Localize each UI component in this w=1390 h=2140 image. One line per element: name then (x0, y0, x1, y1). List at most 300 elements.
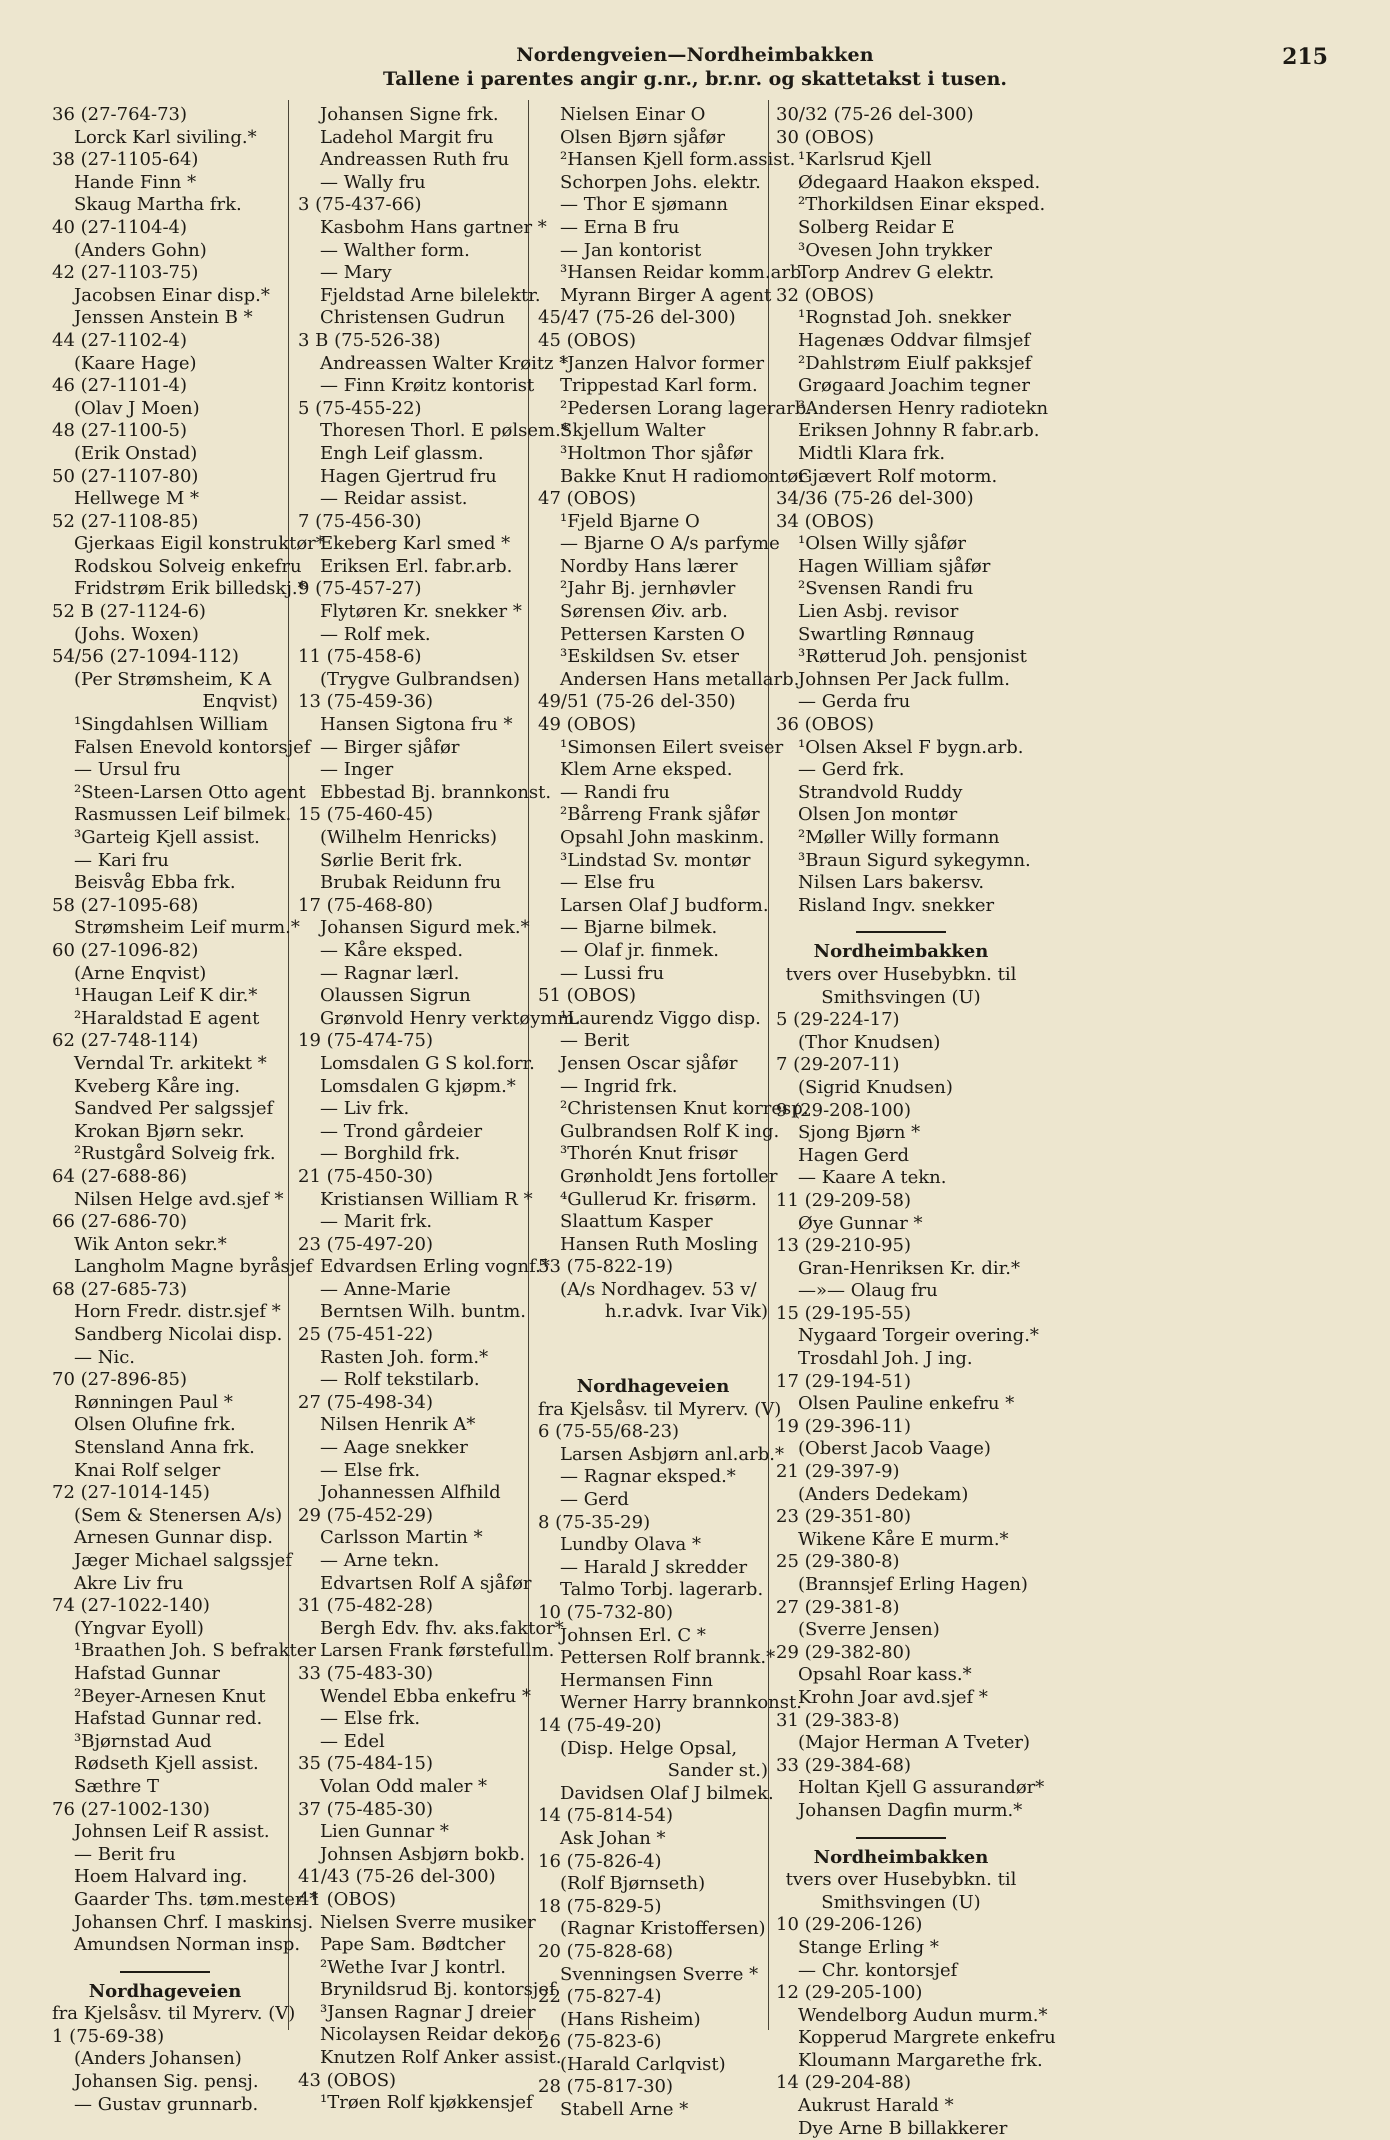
address-entry: 29 (29-382-80) (776, 1641, 911, 1663)
resident-entry: — Finn Krøitz kontorist (320, 375, 535, 397)
resident-entry: Johansen Sigurd mek.* (320, 917, 530, 939)
resident-entry: — Chr. kontorsjef (798, 1959, 958, 1981)
resident-entry: Arnesen Gunnar disp. (74, 1527, 274, 1549)
resident-entry: — Bjarne O A/s parfyme (560, 533, 780, 555)
address-entry: 11 (75-458-6) (298, 646, 422, 668)
resident-entry: Midtli Klara frk. (798, 442, 946, 464)
resident-entry: Bakke Knut H radiomontør (560, 465, 807, 487)
resident-entry: — Rolf tekstilarb. (320, 1369, 480, 1391)
resident-entry: Davidsen Olaf J bilmek. (560, 1782, 774, 1804)
resident-entry: — Liv frk. (320, 1098, 410, 1120)
resident-entry: ²Svensen Randi fru (798, 578, 974, 600)
resident-entry: Johansen Sig. pensj. (74, 2071, 259, 2093)
resident-entry: (Trygve Gulbrandsen) (320, 668, 521, 690)
resident-entry: ²Steen-Larsen Otto agent (74, 781, 306, 803)
resident-entry: Stange Erling * (798, 1936, 939, 1958)
resident-entry: Enqvist) (202, 691, 278, 713)
resident-entry: Rødseth Kjell assist. (74, 1753, 259, 1775)
resident-entry: ³Holtmon Thor sjåfør (560, 442, 753, 464)
resident-entry: Gaarder Ths. tøm.mester * (74, 1888, 319, 1910)
resident-entry: Krohn Joar avd.sjef * (798, 1686, 988, 1708)
section-rule (120, 1971, 210, 1973)
resident-entry: Johnsen Leif R assist. (74, 1821, 270, 1843)
address-entry: 46 (27-1101-4) (52, 375, 187, 397)
street-description: fra Kjelsåsv. til Myrerv. (V) (52, 2003, 296, 2025)
resident-entry: Bergh Edv. fhv. aks.faktor* (320, 1617, 564, 1639)
resident-entry: Olsen Jon montør (798, 804, 958, 826)
address-entry: 7 (29-207-11) (776, 1054, 900, 1076)
resident-entry: ¹Singdahlsen William (74, 714, 269, 736)
resident-entry: Lomsdalen G S kol.forr. (320, 1052, 535, 1074)
resident-entry: Nilsen Lars bakersv. (798, 872, 985, 894)
resident-entry: — Else frk. (320, 1459, 421, 1481)
address-entry: 14 (29-204-88) (776, 2072, 911, 2094)
address-entry: 1 (75-69-38) (52, 2025, 165, 2047)
resident-entry: Volan Odd maler * (320, 1775, 488, 1797)
resident-entry: Eriksen Johnny R fabr.arb. (798, 420, 1040, 442)
address-entry: 51 (OBOS) (538, 985, 637, 1007)
resident-entry: Hagen Gerd (798, 1144, 910, 1166)
resident-entry: Ekeberg Karl smed * (320, 533, 511, 555)
address-entry: 11 (29-209-58) (776, 1189, 911, 1211)
resident-entry: — Borghild frk. (320, 1143, 461, 1165)
resident-entry: Solberg Reidar E (798, 216, 955, 238)
address-entry: 13 (75-459-36) (298, 691, 433, 713)
resident-entry: ¹Haugan Leif K dir.* (74, 985, 258, 1007)
resident-entry: (Brannsjef Erling Hagen) (798, 1574, 1028, 1595)
resident-entry: —»— Olaug fru (798, 1280, 938, 1302)
resident-entry: Lundby Olava * (560, 1534, 701, 1556)
resident-entry: — Ingrid frk. (560, 1075, 678, 1097)
resident-entry: — Ursul fru (74, 759, 181, 781)
resident-entry: Fjeldstad Arne bilelektr. (320, 284, 541, 306)
resident-entry: Rodskou Solveig enkefru (74, 555, 302, 577)
resident-entry: (Disp. Helge Opsal, (560, 1737, 738, 1759)
resident-entry: Nielsen Einar O (560, 104, 706, 125)
resident-entry: Lien Asbj. revisor (798, 601, 959, 623)
resident-entry: Knutzen Rolf Anker assist. (320, 2047, 562, 2069)
address-entry: 25 (29-380-8) (776, 1551, 900, 1573)
resident-entry: Slaattum Kasper (560, 1211, 713, 1233)
resident-entry: Jenssen Anstein B * (74, 307, 253, 329)
resident-entry: — Else fru (560, 872, 656, 894)
resident-entry: — Erna B fru (560, 216, 680, 238)
resident-entry: Johansen Chrf. I maskinsj. (74, 1911, 314, 1933)
address-entry: 31 (75-482-28) (298, 1595, 433, 1617)
resident-entry: Flytøren Kr. snekker * (320, 601, 522, 623)
address-entry: 9 (75-457-27) (298, 578, 422, 600)
resident-entry: Sandved Per salgssjef (74, 1098, 274, 1120)
address-entry: 15 (29-195-55) (776, 1302, 911, 1324)
resident-entry: Knai Rolf selger (74, 1459, 221, 1481)
resident-entry: Opsahl Roar kass.* (798, 1664, 972, 1686)
resident-entry: Strømsheim Leif murm.* (74, 917, 300, 939)
address-entry: 34 (OBOS) (776, 510, 875, 532)
address-entry: 32 (OBOS) (776, 284, 875, 306)
resident-entry: Johansen Signe frk. (320, 104, 499, 125)
address-entry: 3 B (75-526-38) (298, 329, 441, 351)
resident-entry: Brubak Reidunn fru (320, 872, 502, 894)
address-entry: 36 (OBOS) (776, 714, 875, 736)
address-entry: 13 (29-210-95) (776, 1235, 911, 1257)
resident-entry: ³Bjørnstad Aud (74, 1730, 212, 1752)
resident-entry: Andreassen Ruth fru (320, 149, 510, 171)
resident-entry: ¹Fjeld Bjarne O (560, 510, 700, 532)
resident-entry: Wendel Ebba enkefru * (320, 1685, 531, 1707)
address-entry: 41 (OBOS) (298, 1888, 397, 1910)
address-entry: 5 (29-224-17) (776, 1009, 900, 1031)
address-entry: 37 (75-485-30) (298, 1798, 433, 1820)
spacer (538, 1346, 768, 1368)
resident-entry: — Mary (320, 262, 392, 284)
resident-entry: — Ragnar lærl. (320, 962, 460, 984)
resident-entry: Sandberg Nicolai disp. (74, 1324, 283, 1346)
resident-entry: (Wilhelm Henricks) (320, 827, 498, 848)
resident-entry: Johnsen Per Jack fullm. (798, 668, 1010, 690)
resident-entry: Ask Johan * (560, 1827, 666, 1849)
resident-entry: ³Ovesen John trykker (798, 239, 993, 261)
address-entry: 74 (27-1022-140) (52, 1595, 210, 1617)
resident-entry: h.r.advk. Ivar Vik) (604, 1301, 768, 1323)
address-entry: 25 (75-451-22) (298, 1324, 433, 1346)
resident-entry: (Yngvar Eyoll) (74, 1617, 204, 1639)
resident-entry: ²Hansen Kjell form.assist. (560, 149, 796, 171)
address-entry: 60 (27-1096-82) (52, 939, 199, 961)
resident-entry: Lorck Karl siviling.* (74, 126, 257, 148)
resident-entry: Olsen Pauline enkefru * (798, 1393, 1015, 1415)
street-description: fra Kjelsåsv. til Myrerv. (V) (538, 1398, 782, 1420)
resident-entry: Johnsen Erl. C * (560, 1624, 706, 1646)
resident-entry: ¹Braathen Joh. S befrakter (74, 1640, 317, 1662)
resident-entry: Johnsen Asbjørn bokb. (320, 1843, 526, 1865)
resident-entry: Nielsen Sverre musiker (320, 1911, 536, 1933)
street-heading: Nordhageveien (576, 1376, 730, 1398)
resident-entry: Hafstad Gunnar red. (74, 1708, 263, 1730)
resident-entry: ²Beyer-Arnesen Knut (74, 1685, 266, 1707)
resident-entry: Nicolaysen Reidar dekor. (320, 2024, 550, 2046)
resident-entry: Myrann Birger A agent (560, 284, 772, 306)
address-entry: 40 (27-1104-4) (52, 216, 187, 238)
resident-entry: Edvardsen Erling vognf.* (320, 1256, 550, 1278)
address-entry: 33 (75-483-30) (298, 1662, 433, 1684)
address-entry: 7 (75-456-30) (298, 510, 422, 532)
resident-entry: Kloumann Margarethe frk. (798, 2049, 1043, 2071)
address-entry: 17 (29-194-51) (776, 1370, 911, 1392)
resident-entry: Jacobsen Einar disp.* (74, 284, 270, 306)
resident-entry: Skjellum Walter (560, 420, 706, 442)
address-entry: 30 (OBOS) (776, 126, 875, 148)
address-entry: 29 (75-452-29) (298, 1504, 433, 1526)
address-entry: 62 (27-748-114) (52, 1030, 199, 1052)
resident-entry: Grønvold Henry verktøymm. (320, 1007, 581, 1029)
street-heading: Nordhageveien (88, 1980, 242, 2002)
resident-entry: Talmo Torbj. lagerarb. (560, 1579, 764, 1601)
resident-entry: — Gerd (560, 1489, 629, 1511)
address-entry: 30/32 (75-26 del-300) (776, 104, 974, 125)
resident-entry: Strandvold Ruddy (798, 781, 963, 803)
resident-entry: Gran-Henriksen Kr. dir.* (798, 1257, 1020, 1279)
resident-entry: Olsen Olufine frk. (74, 1414, 236, 1436)
address-entry: 38 (27-1105-64) (52, 149, 199, 171)
resident-entry: — Wally fru (320, 171, 426, 193)
resident-entry: Skaug Martha frk. (74, 194, 242, 216)
resident-entry: Edvartsen Rolf A sjåfør (320, 1572, 532, 1594)
address-entry: 15 (75-460-45) (298, 804, 433, 826)
resident-entry: — Bjarne bilmek. (560, 917, 718, 939)
resident-entry: Olaussen Sigrun (320, 985, 471, 1007)
address-entry: 26 (75-823-6) (538, 2031, 662, 2053)
resident-entry: Sander st.) (667, 1760, 768, 1782)
resident-entry: Langholm Magne byråsjef (74, 1256, 313, 1278)
address-entry: 70 (27-896-85) (52, 1369, 187, 1391)
resident-entry: — Lussi fru (560, 962, 665, 984)
street-description: Smithsvingen (U) (821, 1891, 981, 1913)
resident-entry: ¹Trøen Rolf kjøkkensjef (320, 2092, 533, 2114)
address-entry: 23 (29-351-80) (776, 1506, 911, 1528)
resident-entry: Andersen Hans metallarb. (560, 668, 800, 690)
resident-entry: (Per Strømsheim, K A (74, 668, 272, 690)
resident-entry: Lien Gunnar * (320, 1821, 449, 1843)
resident-entry: Ladehol Margit fru (320, 126, 494, 148)
address-entry: 34/36 (75-26 del-300) (776, 488, 974, 510)
resident-entry: Lomsdalen G kjøpm.* (320, 1075, 516, 1097)
address-entry: 49/51 (75-26 del-350) (538, 691, 736, 713)
address-entry: 52 (27-1108-85) (52, 510, 199, 532)
resident-entry: ¹Karlsrud Kjell (798, 149, 932, 171)
resident-entry: Kasbohm Hans gartner * (320, 216, 547, 238)
resident-entry: ²Haraldstad E agent (74, 1007, 260, 1029)
resident-entry: Johannessen Alfhild (320, 1482, 501, 1504)
resident-entry: Hande Finn * (74, 171, 197, 193)
resident-entry: ³Thorén Knut frisør (560, 1143, 738, 1165)
resident-entry: — Else frk. (320, 1708, 421, 1730)
resident-entry: — Randi fru (560, 781, 670, 803)
resident-entry: (Erik Onstad) (74, 442, 198, 464)
address-entry: 14 (75-49-20) (538, 1714, 662, 1736)
address-entry: 64 (27-688-86) (52, 1165, 187, 1187)
address-entry: 68 (27-685-73) (52, 1278, 187, 1300)
resident-entry: Risland Ingv. snekker (798, 894, 995, 916)
resident-entry: Wikene Kåre E murm.* (798, 1528, 1009, 1550)
resident-entry: (Major Herman A Tveter) (798, 1732, 1031, 1754)
resident-entry: — Anne-Marie (320, 1278, 451, 1300)
address-entry: 22 (75-827-4) (538, 1986, 662, 2008)
resident-entry: Berntsen Wilh. buntm. (320, 1301, 526, 1323)
resident-entry: — Reidar assist. (320, 488, 468, 510)
address-entry: 52 B (27-1124-6) (52, 601, 206, 623)
resident-entry: Sæthre T (74, 1775, 160, 1797)
resident-entry: (Oberst Jacob Vaage) (798, 1438, 991, 1460)
directory-column-2 (298, 104, 581, 2114)
address-entry: 12 (29-205-100) (776, 1982, 923, 2004)
resident-entry: Rasmussen Leif bilmek. (74, 804, 292, 826)
resident-entry: Pettersen Rolf brannk.* (560, 1647, 776, 1669)
resident-entry: (Sem & Stenersen A/s) (74, 1504, 283, 1526)
resident-entry: Trosdahl Joh. J ing. (798, 1348, 973, 1370)
resident-entry: Fridstrøm Erik billedskj.* (74, 578, 307, 600)
resident-entry: — Berit (560, 1030, 630, 1052)
resident-entry: Swartling Rønnaug (798, 623, 975, 645)
address-entry: 44 (27-1102-4) (52, 329, 187, 351)
column-divider (768, 100, 769, 2030)
resident-entry: ³Andersen Henry radiotekn (798, 397, 1049, 419)
resident-entry: Wik Anton sekr.* (74, 1233, 227, 1255)
resident-entry: Amundsen Norman insp. (74, 1934, 301, 1956)
resident-entry: — Arne tekn. (320, 1550, 440, 1571)
resident-entry: Hoem Halvard ing. (74, 1866, 248, 1888)
resident-entry: Werner Harry brannkonst. (560, 1692, 802, 1714)
resident-entry: Larsen Frank førstefullm. (320, 1640, 555, 1662)
resident-entry: Nilsen Henrik A* (320, 1414, 476, 1436)
directory-column-3 (538, 104, 812, 2121)
street-description: Smithsvingen (U) (821, 986, 981, 1008)
directory-column-4 (776, 104, 1056, 2139)
resident-entry: — Kari fru (74, 849, 169, 871)
resident-entry: — Jan kontorist (560, 239, 702, 261)
resident-entry: Engh Leif glassm. (320, 442, 484, 464)
resident-entry: — Edel (320, 1730, 385, 1752)
address-entry: 35 (75-484-15) (298, 1753, 433, 1775)
resident-entry: Sørlie Berit frk. (320, 849, 463, 871)
address-entry: 28 (75-817-30) (538, 2076, 673, 2098)
address-entry: 14 (75-814-54) (538, 1805, 673, 1827)
address-entry: 21 (29-397-9) (776, 1461, 900, 1483)
resident-entry: Olsen Bjørn sjåfør (560, 126, 725, 148)
resident-entry: Ødegaard Haakon eksped. (798, 171, 1041, 193)
resident-entry: Svenningsen Sverre * (560, 1963, 759, 1985)
resident-entry: — Gerd frk. (798, 759, 905, 781)
address-entry: 43 (OBOS) (298, 2069, 397, 2091)
address-entry: 47 (OBOS) (538, 488, 637, 510)
resident-entry: Sørensen Øiv. arb. (560, 601, 728, 623)
resident-entry: Klem Arne eksped. (560, 759, 733, 781)
resident-entry: Krokan Bjørn sekr. (74, 1120, 245, 1142)
address-entry: 10 (75-732-80) (538, 1602, 673, 1623)
resident-entry: (Olav J Moen) (74, 397, 200, 419)
resident-entry: — Inger (320, 759, 394, 781)
resident-entry: — Marit frk. (320, 1211, 433, 1233)
address-entry: 72 (27-1014-145) (52, 1482, 210, 1504)
resident-entry: ¹Olsen Willy sjåfør (798, 533, 966, 555)
resident-entry: ¹Laurendz Viggo disp. (560, 1007, 761, 1029)
address-entry: 19 (29-396-11) (776, 1415, 911, 1437)
resident-entry: (Sigrid Knudsen) (798, 1076, 953, 1098)
resident-entry: (Anders Dedekam) (798, 1483, 969, 1505)
resident-entry: Andreassen Walter Krøitz * (320, 352, 569, 374)
resident-entry: — Rolf mek. (320, 623, 431, 645)
resident-entry: ¹Simonsen Eilert sveiser (560, 736, 784, 758)
resident-entry: Brynildsrud Bj. kontorsjef (320, 1979, 556, 2001)
resident-entry: Kristiansen William R * (320, 1188, 533, 1210)
resident-entry: ³Jansen Ragnar J dreier (320, 2001, 536, 2023)
resident-entry: Hagen William sjåfør (798, 555, 991, 577)
resident-entry: (Anders Johansen) (74, 2048, 242, 2070)
resident-entry: Nygaard Torgeir overing.* (798, 1325, 1039, 1347)
address-entry: 49 (OBOS) (538, 714, 637, 736)
column-divider (288, 100, 289, 2030)
resident-entry: — Walther form. (320, 239, 470, 261)
resident-entry: Grøgaard Joachim tegner (798, 375, 1030, 397)
resident-entry: — Gustav grunnarb. (74, 2093, 259, 2115)
directory-column-1 (52, 104, 325, 2115)
resident-entry: ³Garteig Kjell assist. (74, 827, 260, 848)
resident-entry: ¹Rognstad Joh. snekker (798, 307, 1011, 329)
address-entry: 54/56 (27-1094-112) (52, 646, 239, 668)
address-entry: 33 (29-384-68) (776, 1754, 911, 1776)
resident-entry: Sjong Bjørn * (798, 1122, 921, 1144)
address-entry: 45/47 (75-26 del-300) (538, 307, 736, 329)
address-entry: 8 (75-35-29) (538, 1511, 651, 1533)
resident-entry: Øye Gunnar * (798, 1212, 923, 1234)
address-entry: 50 (27-1107-80) (52, 465, 199, 487)
resident-entry: (Rolf Bjørnseth) (560, 1873, 706, 1895)
address-entry: 3 (75-437-66) (298, 194, 422, 216)
address-entry: 41/43 (75-26 del-300) (298, 1866, 496, 1888)
address-entry: 48 (27-1100-5) (52, 420, 187, 442)
resident-entry: Akre Liv fru (74, 1572, 184, 1594)
resident-entry: — Ragnar eksped.* (560, 1466, 736, 1488)
resident-entry: ²Dahlstrøm Eiulf pakksjef (798, 352, 1032, 374)
address-entry: 6 (75-55/68-23) (538, 1421, 680, 1443)
resident-entry: Horn Fredr. distr.sjef * (74, 1301, 281, 1323)
resident-entry: ²Pedersen Lorang lagerarb. (560, 397, 812, 419)
resident-entry: ³Lindstad Sv. montør (560, 849, 751, 871)
address-entry: 20 (75-828-68) (538, 1940, 673, 1962)
resident-entry: ²Rustgård Solveig frk. (74, 1143, 276, 1165)
page-title: Nordengveien—Nordheimbakken (516, 44, 874, 66)
address-entry: 45 (OBOS) (538, 329, 637, 351)
resident-entry: Larsen Asbjørn anl.arb.* (560, 1443, 784, 1465)
resident-entry: — Nic. (74, 1346, 136, 1368)
resident-entry: ¹Janzen Halvor former (560, 352, 765, 374)
resident-entry: ¹Olsen Aksel F bygn.arb. (798, 736, 1024, 758)
resident-entry: (Sverre Jensen) (798, 1619, 940, 1641)
resident-entry: — Thor E sjømann (560, 194, 728, 216)
resident-entry: Beisvåg Ebba frk. (74, 872, 236, 894)
address-entry: 66 (27-686-70) (52, 1211, 187, 1233)
resident-entry: Thoresen Thorl. E pølsem.* (320, 420, 570, 442)
resident-entry: Gjævert Rolf motorm. (798, 465, 998, 487)
resident-entry: Eriksen Erl. fabr.arb. (320, 555, 513, 577)
resident-entry: Wendelborg Audun murm.* (798, 2004, 1048, 2026)
resident-entry: Kveberg Kåre ing. (74, 1075, 241, 1097)
resident-entry: ²Thorkildsen Einar eksped. (798, 194, 1046, 216)
address-entry: 21 (75-450-30) (298, 1165, 433, 1187)
spacer (538, 1324, 768, 1346)
address-entry: 17 (75-468-80) (298, 894, 433, 916)
resident-entry: Jensen Oscar sjåfør (560, 1052, 738, 1074)
resident-entry: — Birger sjåfør (320, 736, 460, 758)
resident-entry: Torp Andrev G elektr. (798, 262, 995, 284)
resident-entry: Hagen Gjertrud fru (320, 465, 497, 487)
resident-entry: — Kaare A tekn. (798, 1167, 947, 1189)
resident-entry: (Kaare Hage) (74, 352, 197, 374)
resident-entry: Falsen Enevold kontorsjef (74, 736, 311, 758)
resident-entry: Christensen Gudrun (320, 307, 505, 329)
resident-entry: — Olaf jr. finmek. (560, 939, 719, 961)
resident-entry: ⁴Gullerud Kr. frisørm. (560, 1188, 757, 1210)
section-rule (856, 931, 946, 933)
section-rule (856, 1837, 946, 1839)
resident-entry: ²Jahr Bj. jernhøvler (560, 578, 736, 600)
resident-entry: ²Møller Willy formann (798, 827, 1000, 848)
address-entry: 27 (75-498-34) (298, 1391, 433, 1413)
resident-entry: Kopperud Margrete enkefru (798, 2027, 1056, 2049)
resident-entry: — Aage snekker (320, 1437, 468, 1459)
address-entry: 31 (29-383-8) (776, 1709, 900, 1731)
resident-entry: Hagenæs Oddvar filmsjef (798, 329, 1031, 351)
street-description: tvers over Husebybkn. til (785, 963, 1017, 985)
